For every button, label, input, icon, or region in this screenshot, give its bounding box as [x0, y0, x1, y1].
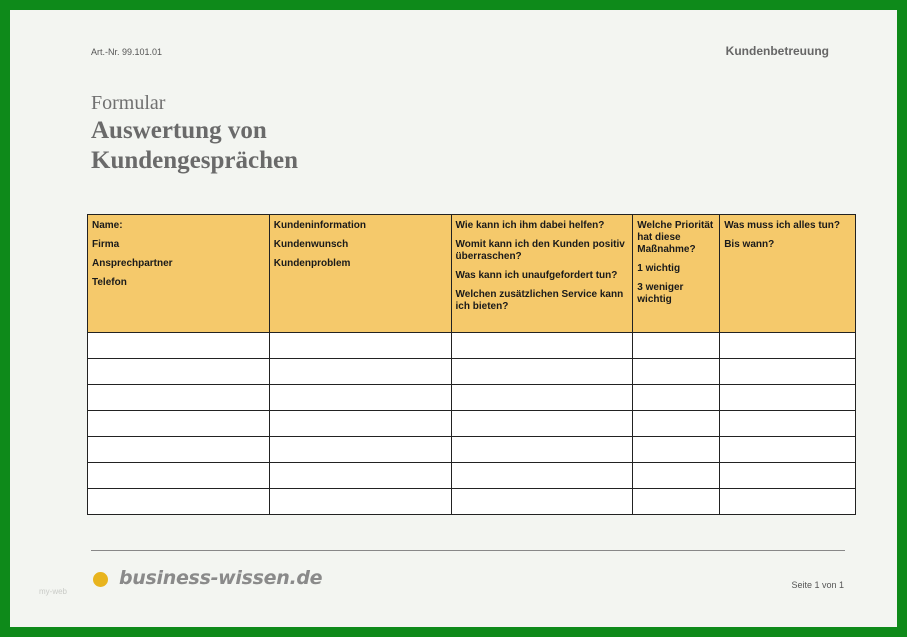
table-cell[interactable]: [269, 489, 451, 515]
table-cell[interactable]: [269, 359, 451, 385]
table-row: [88, 463, 856, 489]
table-cell[interactable]: [451, 333, 633, 359]
table-row: [88, 489, 856, 515]
table-cell[interactable]: [720, 489, 856, 515]
header-text: Was muss ich alles tun?: [724, 220, 840, 231]
header-cell-help: [451, 215, 633, 333]
header-text: Womit kann ich den Kunden positiv überraschen?: [455, 239, 625, 262]
table-cell[interactable]: [720, 437, 856, 463]
table-cell[interactable]: [451, 385, 633, 411]
table-cell[interactable]: [451, 489, 633, 515]
logo-dot-icon: [93, 572, 108, 587]
form-title: [91, 116, 298, 176]
table-cell[interactable]: [88, 411, 270, 437]
footer-divider: [91, 550, 845, 551]
table-cell[interactable]: [269, 333, 451, 359]
header-text: Welchen zusätzlichen Service kann ich bieten?: [455, 289, 624, 312]
table-cell[interactable]: [269, 385, 451, 411]
header-text: Welche Priorität hat diese Maßnahme?: [637, 220, 714, 255]
header-cell-contact: [88, 215, 270, 333]
header-text: 3 weniger wichtig: [637, 282, 684, 305]
header-text: Telefon: [92, 277, 127, 288]
evaluation-table: [87, 214, 856, 515]
header-text: Name:: [92, 220, 123, 231]
table-cell[interactable]: [269, 411, 451, 437]
table-cell[interactable]: [88, 489, 270, 515]
table-header-row: [88, 215, 856, 333]
table-row: [88, 333, 856, 359]
header-cell-todo: [720, 215, 856, 333]
table-row: [88, 411, 856, 437]
table-cell[interactable]: [633, 359, 720, 385]
table-cell[interactable]: [720, 333, 856, 359]
table-cell[interactable]: [88, 385, 270, 411]
form-page: [10, 10, 897, 627]
header-text: Was kann ich unaufgefordert tun?: [455, 270, 618, 281]
header-cell-customer-info: [269, 215, 451, 333]
table-cell[interactable]: [451, 359, 633, 385]
brand-logo: business-wissen.de: [119, 567, 323, 589]
form-title-line-1: Auswertung von: [91, 117, 267, 144]
table-cell[interactable]: [269, 463, 451, 489]
table-cell[interactable]: [88, 359, 270, 385]
table-cell[interactable]: [451, 411, 633, 437]
table-cell[interactable]: [633, 333, 720, 359]
header-text: Kundenproblem: [273, 258, 351, 269]
header-text: 1 wichtig: [637, 263, 681, 274]
table-cell[interactable]: [88, 437, 270, 463]
header-text: Wie kann ich ihm dabei helfen?: [455, 220, 605, 231]
table-cell[interactable]: [633, 411, 720, 437]
header-text: Ansprechpartner: [92, 258, 173, 269]
table-cell[interactable]: [451, 437, 633, 463]
page-number: Seite 1 von 1: [791, 580, 844, 590]
table-cell[interactable]: [633, 385, 720, 411]
table-cell[interactable]: [269, 437, 451, 463]
table-row: [88, 437, 856, 463]
table-cell[interactable]: [88, 463, 270, 489]
table-cell[interactable]: [720, 385, 856, 411]
header-text: Kundeninformation: [273, 220, 366, 231]
table-cell[interactable]: [451, 463, 633, 489]
table-cell[interactable]: [633, 489, 720, 515]
table-cell[interactable]: [720, 411, 856, 437]
table-cell[interactable]: [633, 437, 720, 463]
watermark: my-web: [39, 587, 68, 596]
header-text: Bis wann?: [724, 239, 775, 250]
table-row: [88, 385, 856, 411]
table-cell[interactable]: [633, 463, 720, 489]
table-cell[interactable]: [88, 333, 270, 359]
form-type-label: Formular: [91, 92, 166, 114]
table-cell[interactable]: [720, 359, 856, 385]
header-text: Kundenwunsch: [273, 239, 349, 250]
table-cell[interactable]: [720, 463, 856, 489]
header-cell-priority: [633, 215, 720, 333]
form-title-line-2: Kundengesprächen: [91, 147, 298, 174]
table-row: [88, 359, 856, 385]
article-number: Art.-Nr. 99.101.01: [91, 47, 163, 57]
header-text: Firma: [92, 239, 120, 250]
category-label: Kundenbetreuung: [725, 44, 829, 58]
